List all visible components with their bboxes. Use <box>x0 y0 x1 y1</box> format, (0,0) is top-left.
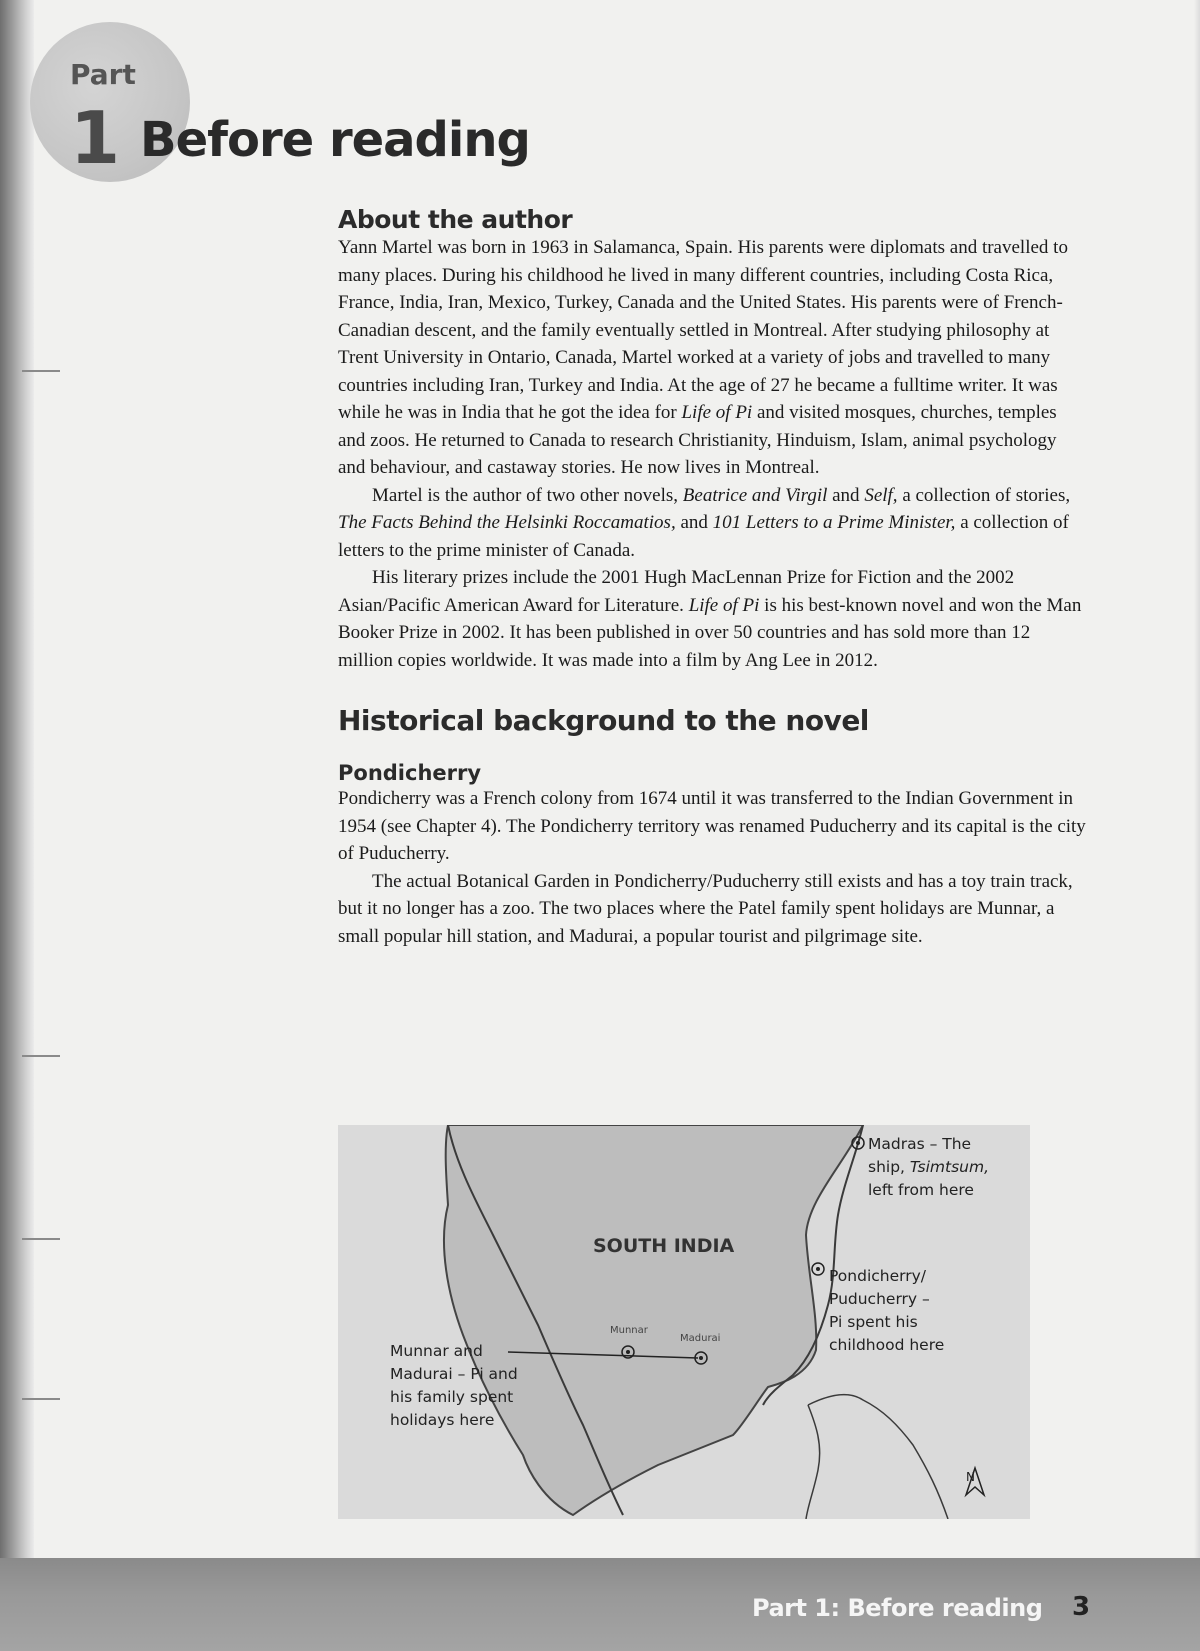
north-label: N <box>966 1470 975 1484</box>
about-paragraph-1: Yann Martel was born in 1963 in Salamanca, Spain. His parents were diplomats and travelled to many places. During his childhood he lived in many different countries, including Costa Rica, France, India, Iran, Mexico, Turkey, Canada and the United States. His parents were of French-Canadian descent, and the family eventually settled in Montreal. After studying philosophy at Trent University in Ontario, Canada, Martel worked at a variety of jobs and travelled to many countries including Iran, Turkey and India. At the age of 27 he became a fulltime writer. It was while he was in India that he got the idea for Life of Pi and visited mosques, churches, temples and zoos. He returned to Canada to research Christianity, Hinduism, Islam, animal psychology and behaviour, and castaway stories. He now lives in Montreal. <box>338 237 1068 478</box>
madurai-small-label: Madurai <box>680 1333 721 1344</box>
binding-mark <box>22 1398 60 1400</box>
footer-title: Part 1: Before reading <box>752 1594 1043 1622</box>
munnar-madurai-label: Munnar and Madurai – Pi and his family spent holidays here <box>390 1342 518 1429</box>
about-paragraph-3: His literary prizes include the 2001 Hugh MacLennan Prize for Fiction and the 2002 Asian/Pacific American Award for Literature. Life of Pi is his best-known novel and won the Man Booker Prize in 2002. It has been published in over 50 countries and has sold more than 12 million copies worldwide. It was made into a film by Ang Lee in 2012. <box>338 567 1082 671</box>
page-edge <box>1194 0 1200 1651</box>
munnar-small-label: Munnar <box>610 1325 648 1336</box>
history-paragraph-2: The actual Botanical Garden in Pondicherry/Puducherry still exists and has a toy train track, but it no longer has a zoo. The two places where the Patel family spent holidays are Munnar, a small popular hill station, and Madurai, a popular tourist and pilgrimage site. <box>338 870 1073 947</box>
part-number: 1 <box>70 96 121 180</box>
binding-mark <box>22 1238 60 1240</box>
madurai-marker-dot <box>699 1356 703 1360</box>
india-landmass <box>444 1125 863 1515</box>
part-label: Part <box>70 58 136 91</box>
book-spine-shadow <box>0 0 34 1651</box>
munnar-marker-dot <box>626 1350 630 1354</box>
sri-lanka-west <box>806 1405 820 1519</box>
main-content <box>338 205 1088 950</box>
history-paragraph-1: Pondicherry was a French colony from 1674 until it was transferred to the Indian Government in 1954 (see Chapter 4). The Pondicherry territory was renamed Puducherry and its capital is the city of Puducherry. <box>338 788 1086 864</box>
page-number: 3 <box>1072 1592 1091 1622</box>
south-india-map <box>338 1125 1030 1519</box>
binding-mark <box>22 370 60 372</box>
pondicherry-marker-dot <box>816 1267 820 1271</box>
madras-label: Madras – The ship, Tsimtsum, left from here <box>868 1135 990 1199</box>
pondicherry-label: Pondicherry/ Puducherry – Pi spent his childhood here <box>829 1267 945 1354</box>
page-title: Before reading <box>140 112 530 168</box>
about-paragraph-2: Martel is the author of two other novels, Beatrice and Virgil and Self, a collection of stories, The Facts Behind the Helsinki Roccamatios, and 101 Letters to a Prime Minister, a collection of letters to the prime minister of Canada. <box>338 484 1071 561</box>
madras-marker-dot <box>856 1141 860 1145</box>
map-title: SOUTH INDIA <box>593 1235 735 1257</box>
binding-mark <box>22 1055 60 1057</box>
about-heading: About the author <box>338 205 573 234</box>
pondicherry-heading: Pondicherry <box>338 761 482 785</box>
history-heading: Historical background to the novel <box>338 704 869 737</box>
sri-lanka-coast <box>808 1395 948 1519</box>
